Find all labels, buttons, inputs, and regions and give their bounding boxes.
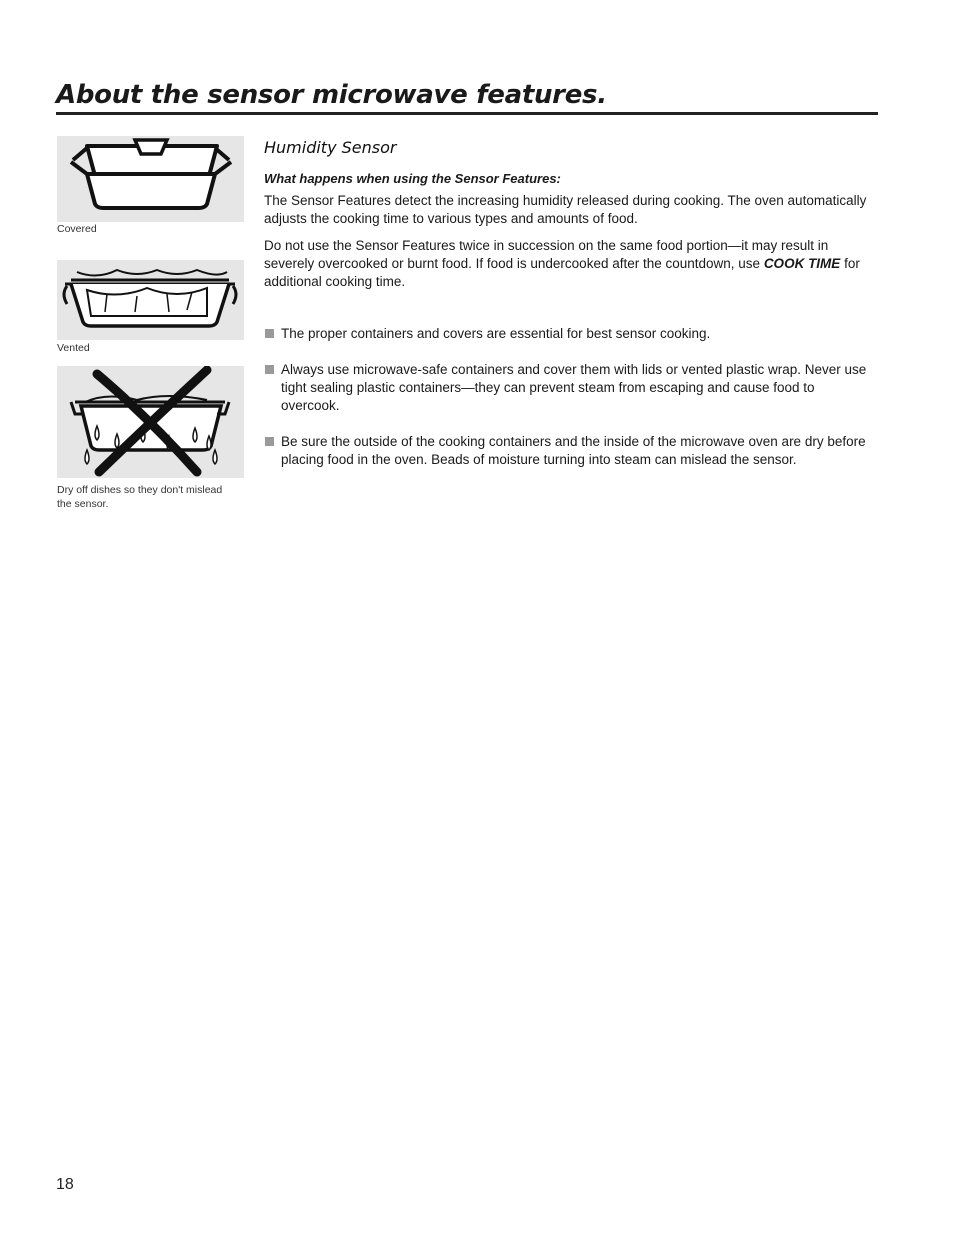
- paragraph: The Sensor Features detect the increasing humidity released during cooking. The oven automatically adjusts the cooking time to various types and amounts of food.: [264, 193, 867, 226]
- list-item: [264, 433, 874, 469]
- bullet-square-icon: [265, 437, 274, 446]
- bullet-square-icon: [265, 329, 274, 338]
- bullet-list: [264, 325, 874, 469]
- cook-time-key-label: COOK TIME: [763, 256, 841, 271]
- section-subheading: What happens when using the Sensor Features:: [264, 171, 561, 186]
- wet-dish-figure: [57, 366, 244, 478]
- list-item-text: The proper containers and covers are essential for best sensor cooking.: [281, 326, 711, 341]
- wet-dish-crossed-icon: [57, 366, 244, 478]
- vented-dish-icon: [57, 260, 244, 340]
- paragraph-text: Do not use the Sensor Features twice in succession on the same food portion—it may result in severely overcooked or burnt food. If food is undercooked after the countdown, use: [264, 238, 829, 271]
- page-number: 18: [56, 1176, 74, 1193]
- main-content: [264, 139, 874, 487]
- section-heading: Humidity Sensor: [264, 138, 397, 157]
- figure-caption: Dry off dishes so they don't mislead the sensor.: [57, 484, 223, 510]
- covered-dish-icon: [57, 136, 244, 222]
- list-item: [264, 361, 874, 415]
- list-item-text: Always use microwave-safe containers and cover them with lids or vented plastic wrap. Never use tight sealing plastic containers—they can prevent steam from escaping and cause food to overcook.: [281, 362, 867, 413]
- paragraph-text: for additional cooking time.: [264, 256, 860, 289]
- figure-caption: Covered: [57, 223, 97, 235]
- vented-dish-figure: [57, 260, 244, 340]
- paragraph: [264, 237, 874, 291]
- page-title: About the sensor microwave features.: [56, 80, 878, 115]
- list-item-text: Be sure the outside of the cooking containers and the inside of the microwave oven are dry before placing food in the oven. Beads of moisture turning into steam can mislead the sensor.: [281, 434, 866, 467]
- bullet-square-icon: [265, 365, 274, 374]
- figure-caption: Vented: [57, 342, 90, 354]
- list-item: [264, 325, 874, 343]
- covered-dish-figure: [57, 136, 244, 222]
